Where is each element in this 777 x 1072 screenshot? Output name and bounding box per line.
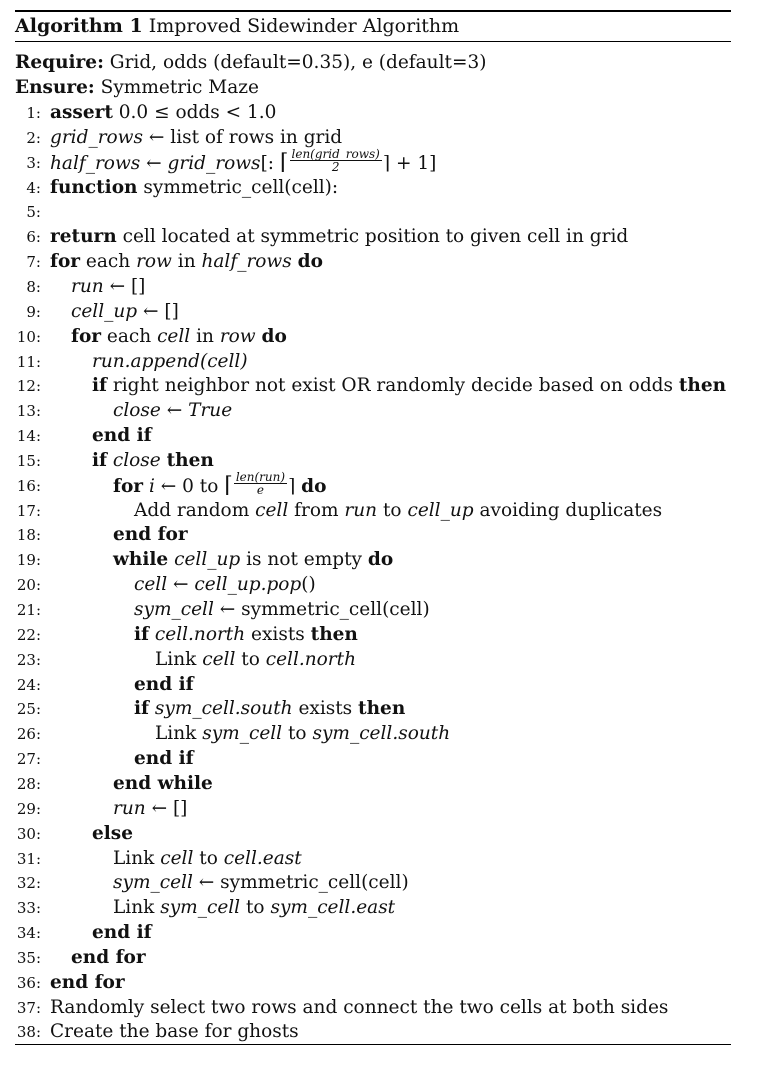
code-token: while bbox=[113, 549, 169, 571]
code-token: for bbox=[113, 475, 144, 497]
line-number: 12: bbox=[16, 377, 41, 396]
line-number: 13: bbox=[16, 402, 41, 421]
line-code bbox=[113, 548, 393, 572]
line-code bbox=[50, 147, 437, 177]
line-number: 19: bbox=[16, 551, 41, 570]
line-code bbox=[134, 747, 194, 771]
code-token: exists bbox=[292, 698, 359, 720]
code-token: run bbox=[71, 275, 104, 297]
line-number: 37: bbox=[16, 998, 41, 1017]
code-token: ← [] bbox=[103, 275, 146, 297]
code-token: cell_up bbox=[71, 300, 138, 322]
line-number: 31: bbox=[16, 849, 41, 868]
code-token: Add random bbox=[134, 499, 256, 521]
require-line bbox=[15, 51, 486, 75]
line-code bbox=[113, 470, 327, 500]
code-token: ← bbox=[167, 574, 195, 596]
code-token: cell bbox=[202, 648, 236, 670]
code-token: Link bbox=[155, 648, 203, 670]
line-code bbox=[71, 325, 287, 349]
code-token: Create the base for ghosts bbox=[50, 1021, 299, 1043]
code-token: row bbox=[136, 251, 172, 273]
code-token: to bbox=[235, 648, 266, 670]
line-number: 18: bbox=[16, 526, 41, 545]
line-code bbox=[113, 797, 187, 821]
line-code bbox=[134, 598, 430, 622]
code-token: cell.north bbox=[154, 623, 246, 645]
code-token: cell_up bbox=[174, 549, 241, 571]
line-code bbox=[134, 573, 316, 597]
code-token: sym_cell.south bbox=[312, 723, 451, 745]
code-token: cell located at symmetric position to given cell in grid bbox=[116, 226, 629, 248]
line-number: 30: bbox=[16, 824, 41, 843]
line-number: 22: bbox=[16, 625, 41, 644]
caption-title: Improved Sidewinder Algorithm bbox=[148, 15, 460, 37]
line-code bbox=[50, 1020, 299, 1044]
code-token: grid_rows bbox=[167, 152, 261, 174]
code-token: cell.north bbox=[265, 648, 356, 670]
code-token: ← bbox=[140, 152, 168, 174]
line-number: 38: bbox=[16, 1023, 41, 1042]
fraction-numerator: len(grid_rows) bbox=[291, 147, 380, 162]
caption-label: Algorithm 1 bbox=[15, 15, 143, 37]
code-token: sym_cell.east bbox=[270, 897, 396, 919]
code-token: Randomly select two rows and connect the two cells at both sides bbox=[50, 996, 669, 1018]
code-token: end while bbox=[113, 772, 213, 794]
code-token: return bbox=[50, 226, 117, 248]
code-token: cell bbox=[160, 847, 194, 869]
line-number: 14: bbox=[16, 427, 41, 446]
fraction-numerator: len(run) bbox=[235, 470, 286, 485]
line-number: 17: bbox=[16, 501, 41, 520]
code-token: for bbox=[71, 325, 102, 347]
code-token: cell_up.pop bbox=[194, 574, 302, 596]
code-token: do bbox=[301, 475, 327, 497]
code-token: grid_rows bbox=[50, 126, 144, 148]
code-token: close bbox=[112, 449, 161, 471]
ensure-line bbox=[15, 76, 259, 100]
code-token: ← [] bbox=[145, 797, 188, 819]
line-code bbox=[134, 697, 405, 721]
code-token: for bbox=[50, 251, 81, 273]
line-number: 6: bbox=[26, 228, 41, 247]
line-code bbox=[71, 946, 146, 970]
code-token: Link bbox=[113, 847, 161, 869]
code-token: do bbox=[297, 251, 323, 273]
code-token: end for bbox=[113, 524, 188, 546]
line-code bbox=[134, 499, 662, 523]
code-token: close bbox=[113, 400, 161, 422]
line-number: 5: bbox=[26, 203, 41, 222]
code-token: sym_cell bbox=[160, 897, 241, 919]
line-code bbox=[134, 623, 358, 647]
code-token: 0.0 ≤ odds < 1.0 bbox=[112, 102, 277, 123]
line-code bbox=[92, 449, 214, 473]
ceil-close: ⌉ + 1] bbox=[382, 152, 437, 174]
code-token: ← 0 to bbox=[154, 475, 225, 497]
require-text: Grid, odds (default=0.35), e (default=3) bbox=[109, 52, 487, 73]
line-number: 1: bbox=[26, 104, 41, 122]
line-code bbox=[50, 971, 125, 995]
fraction bbox=[290, 148, 382, 173]
code-token: else bbox=[92, 822, 133, 844]
line-code bbox=[50, 996, 668, 1020]
line-number: 16: bbox=[16, 476, 41, 495]
code-token: cell bbox=[157, 325, 191, 347]
code-token: cell.east bbox=[223, 847, 302, 869]
code-token: end if bbox=[134, 673, 194, 695]
code-token: i bbox=[148, 475, 155, 497]
code-token: Link bbox=[155, 723, 203, 745]
code-token: to bbox=[240, 897, 271, 919]
code-token: symmetric_cell(cell): bbox=[137, 176, 339, 198]
line-number: 21: bbox=[16, 601, 41, 619]
code-token: assert bbox=[50, 102, 113, 123]
line-number: 28: bbox=[16, 774, 41, 793]
code-token: function bbox=[50, 176, 138, 198]
require-label: Require: bbox=[15, 52, 104, 73]
code-token: cell_up bbox=[407, 499, 474, 521]
line-code bbox=[113, 896, 395, 920]
code-token: True bbox=[188, 400, 233, 422]
line-number: 3: bbox=[26, 153, 41, 172]
code-token: end if bbox=[134, 748, 194, 770]
code-token: then bbox=[310, 623, 358, 645]
code-token: ← bbox=[160, 400, 189, 422]
code-token: Link bbox=[113, 897, 161, 919]
code-token: to bbox=[193, 847, 224, 869]
code-token: end if bbox=[92, 922, 152, 944]
code-token: run bbox=[344, 499, 378, 521]
code-token: row bbox=[219, 325, 256, 347]
ensure-label: Ensure: bbox=[15, 77, 95, 98]
line-number: 20: bbox=[16, 576, 41, 595]
fraction-denominator: e bbox=[256, 483, 264, 498]
line-code bbox=[50, 101, 276, 125]
line-code bbox=[113, 847, 302, 871]
ensure-text: Symmetric Maze bbox=[100, 77, 259, 98]
line-number: 27: bbox=[16, 750, 41, 769]
line-number: 26: bbox=[16, 725, 41, 744]
line-number: 2: bbox=[26, 128, 41, 147]
code-token: if bbox=[92, 449, 107, 471]
ceil-close: ⌉ bbox=[288, 475, 296, 497]
code-token: avoiding duplicates bbox=[473, 499, 663, 521]
code-token: end for bbox=[71, 946, 146, 968]
code-token: exists bbox=[245, 623, 311, 645]
line-number: 23: bbox=[16, 650, 41, 669]
code-token: half_rows bbox=[50, 152, 141, 174]
code-token: if bbox=[134, 623, 149, 645]
line-code bbox=[113, 399, 232, 423]
code-token: run bbox=[113, 797, 146, 819]
line-code bbox=[92, 921, 152, 945]
code-token: in bbox=[190, 325, 220, 347]
code-token: ← list of rows in grid bbox=[143, 126, 343, 148]
ceil-open: ⌈ bbox=[224, 472, 233, 498]
fraction-denominator: 2 bbox=[331, 160, 340, 175]
code-token: sym_cell bbox=[134, 599, 214, 620]
line-code bbox=[92, 374, 726, 398]
line-number: 25: bbox=[16, 700, 41, 719]
top-rule bbox=[15, 10, 731, 12]
line-code bbox=[50, 225, 628, 249]
code-token: if bbox=[92, 375, 107, 397]
line-number: 36: bbox=[16, 973, 41, 992]
line-code bbox=[134, 673, 194, 697]
code-token: is not empty bbox=[240, 549, 368, 571]
bottom-rule bbox=[15, 1044, 731, 1045]
code-token: end if bbox=[92, 425, 152, 447]
code-token: sym_cell bbox=[202, 723, 283, 745]
code-token: half_rows bbox=[201, 251, 292, 273]
line-number: 34: bbox=[16, 924, 41, 943]
line-code bbox=[113, 772, 213, 796]
line-code bbox=[71, 300, 179, 324]
code-token: cell bbox=[134, 574, 168, 596]
line-code bbox=[155, 648, 356, 672]
line-code bbox=[50, 176, 338, 200]
line-code bbox=[113, 523, 188, 547]
algorithm-caption bbox=[15, 14, 459, 38]
code-token: ← [] bbox=[137, 300, 179, 322]
code-token: [: bbox=[260, 152, 280, 174]
code-token: then bbox=[358, 698, 406, 720]
line-code bbox=[113, 871, 409, 895]
fraction bbox=[234, 471, 287, 496]
line-number: 7: bbox=[26, 253, 41, 272]
code-token: () bbox=[301, 574, 316, 596]
line-number: 15: bbox=[16, 451, 41, 470]
code-token: to bbox=[282, 723, 313, 745]
line-number: 10: bbox=[16, 327, 41, 346]
line-number: 35: bbox=[16, 948, 41, 967]
code-token: each bbox=[80, 251, 137, 273]
code-token: each bbox=[101, 325, 158, 347]
line-number: 4: bbox=[26, 178, 41, 197]
line-code bbox=[92, 350, 248, 374]
code-token: ← symmetric_cell(cell) bbox=[192, 872, 409, 894]
code-token: to bbox=[377, 499, 408, 521]
code-token: end for bbox=[50, 971, 125, 993]
line-number: 29: bbox=[16, 799, 41, 818]
line-number: 9: bbox=[26, 302, 41, 321]
code-token: sym_cell bbox=[113, 872, 193, 894]
code-token: cell bbox=[255, 499, 289, 521]
line-code bbox=[50, 250, 323, 274]
line-number: 8: bbox=[26, 277, 41, 296]
code-token: in bbox=[171, 251, 202, 273]
code-token: sym_cell.south bbox=[154, 698, 293, 720]
code-token: right neighbor not exist OR randomly decide based on odds bbox=[107, 375, 679, 397]
code-token: if bbox=[134, 698, 149, 720]
line-number: 11: bbox=[16, 352, 41, 371]
code-token: do bbox=[261, 325, 287, 347]
line-code bbox=[71, 275, 145, 299]
line-code bbox=[155, 722, 450, 746]
code-token: ← symmetric_cell(cell) bbox=[213, 599, 430, 620]
code-token: then bbox=[678, 375, 727, 397]
caption-rule bbox=[15, 41, 731, 42]
code-token: from bbox=[288, 499, 345, 521]
line-number: 24: bbox=[16, 675, 41, 694]
line-code bbox=[92, 822, 133, 846]
line-number: 32: bbox=[16, 874, 41, 893]
ceil-open: ⌈ bbox=[279, 149, 289, 175]
line-code bbox=[92, 424, 152, 448]
code-token: then bbox=[166, 449, 214, 471]
code-token: do bbox=[367, 549, 394, 571]
code-token: run.append(cell) bbox=[92, 350, 248, 372]
line-number: 33: bbox=[16, 899, 41, 918]
